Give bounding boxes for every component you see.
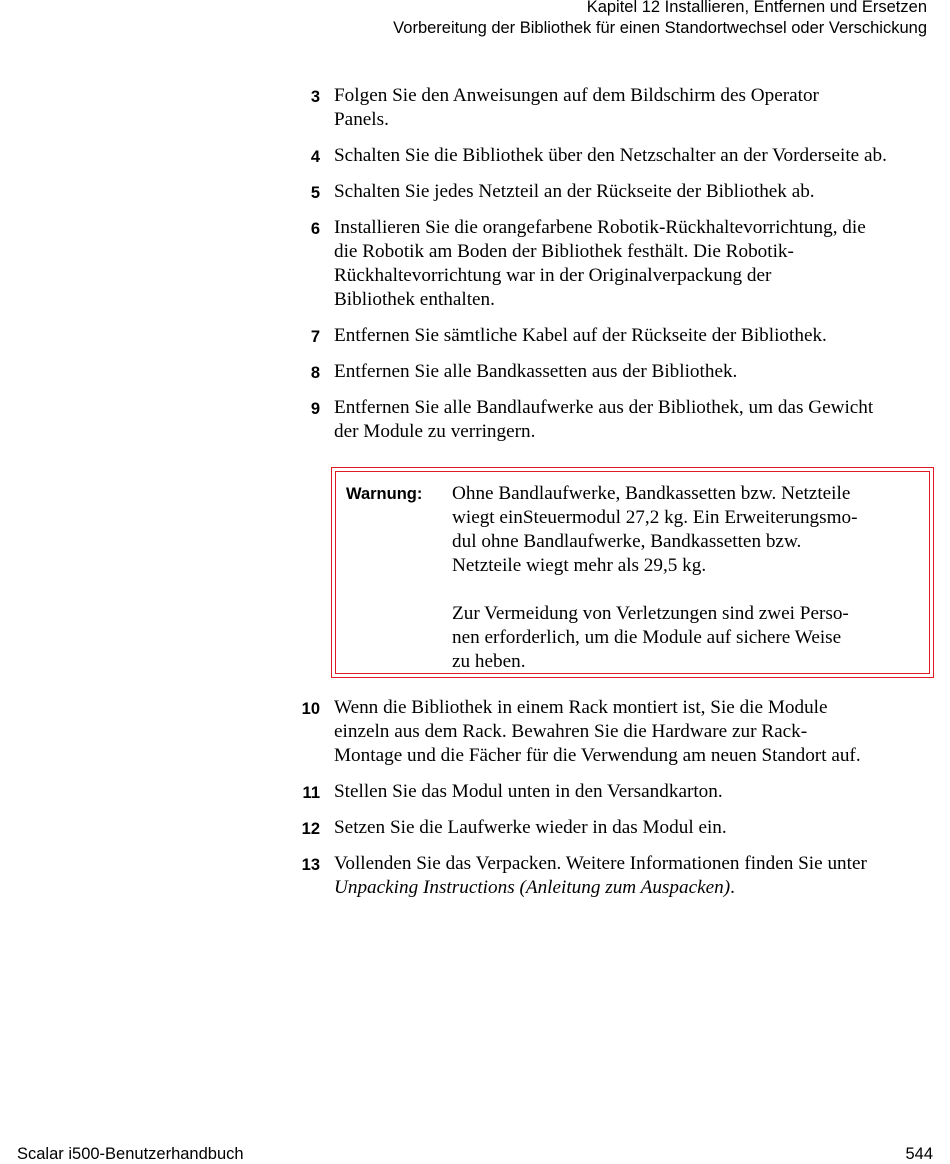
manual-title: Scalar i500-Benutzerhandbuch <box>17 1145 244 1163</box>
list-item <box>298 84 938 132</box>
warning-text-line: Netzteile wiegt mehr als 29,5 kg. <box>452 555 707 576</box>
step-text-line: Montage und die Fächer für die Verwendung am neuen Standort auf. <box>334 745 861 766</box>
list-item <box>298 144 938 168</box>
step-text-line: Stellen Sie das Modul unten in den Versandkarton. <box>334 781 723 802</box>
step-number: 7 <box>310 328 320 346</box>
step-text-line: der Module zu verringern. <box>334 421 536 442</box>
step-number: 8 <box>310 364 320 382</box>
trailing-period: . <box>730 877 735 898</box>
step-text-line: Bibliothek enthalten. <box>334 289 495 310</box>
warning-body <box>452 482 912 674</box>
warning-text-line: Ohne Bandlaufwerke, Bandkassetten bzw. Netzteile <box>452 483 851 504</box>
list-item <box>298 216 938 312</box>
warning-paragraph <box>452 602 912 674</box>
step-text-line: Entfernen Sie alle Bandlaufwerke aus der Bibliothek, um das Gewicht <box>334 397 874 418</box>
steps-list-2 <box>298 696 938 900</box>
step-text-line: Folgen Sie den Anweisungen auf dem Bildschirm des Operator <box>334 85 819 106</box>
step-text-line-2 <box>334 876 938 900</box>
step-text-line: Installieren Sie die orangefarbene Robotik-Rückhaltevorrichtung, die <box>334 217 866 238</box>
warning-text-line: zu heben. <box>452 651 526 672</box>
chapter-title: Kapitel 12 Installieren, Entfernen und Ersetzen <box>586 0 927 16</box>
warning-text-line: wiegt einSteuermodul 27,2 kg. Ein Erweiterungsmo- <box>452 507 858 528</box>
warning-inner-border <box>335 471 930 674</box>
warning-text-line: Zur Vermeidung von Verletzungen sind zwei Perso- <box>452 603 849 624</box>
step-number: 10 <box>301 700 320 718</box>
step-number: 5 <box>310 184 320 202</box>
warning-paragraph <box>452 482 912 578</box>
step-number: 12 <box>301 820 320 838</box>
step-number: 13 <box>301 856 320 874</box>
section-title: Vorbereitung der Bibliothek für einen Standortwechsel oder Verschickung <box>393 19 927 37</box>
step-text-line: Entfernen Sie sämtliche Kabel auf der Rückseite der Bibliothek. <box>334 325 827 346</box>
steps-list-1 <box>298 84 938 444</box>
step-text-line: Schalten Sie jedes Netzteil an der Rückseite der Bibliothek ab. <box>334 181 815 202</box>
page-number: 544 <box>905 1145 933 1163</box>
step-text-line: Schalten Sie die Bibliothek über den Netzschalter an der Vorderseite ab. <box>334 145 887 166</box>
page-header <box>393 0 927 39</box>
step-text-line: die Robotik am Boden der Bibliothek festhält. Die Robotik- <box>334 241 794 262</box>
list-item <box>298 396 938 444</box>
list-item <box>298 780 938 804</box>
warning-label: Warnung: <box>346 485 423 503</box>
warning-text-line: nen erforderlich, um die Module auf sichere Weise <box>452 627 842 648</box>
step-number: 3 <box>310 88 320 106</box>
list-item <box>298 324 938 348</box>
step-number: 9 <box>310 400 320 418</box>
step-number: 11 <box>302 784 320 802</box>
step-text-line: Vollenden Sie das Verpacken. Weitere Informationen finden Sie unter <box>334 853 867 874</box>
warning-box <box>331 467 934 678</box>
step-text-line: Entfernen Sie alle Bandkassetten aus der Bibliothek. <box>334 361 738 382</box>
list-item <box>298 852 938 900</box>
list-item <box>298 816 938 840</box>
step-text-line: Setzen Sie die Laufwerke wieder in das Modul ein. <box>334 817 727 838</box>
list-item <box>298 696 938 768</box>
cross-reference-link[interactable]: Unpacking Instructions (Anleitung zum Auspacken) <box>334 877 731 898</box>
step-number: 6 <box>310 220 320 238</box>
step-text-line: Panels. <box>334 109 389 130</box>
list-item <box>298 360 938 384</box>
step-text-line: Wenn die Bibliothek in einem Rack montiert ist, Sie die Module <box>334 697 828 718</box>
warning-text-line: dul ohne Bandlaufwerke, Bandkassetten bzw. <box>452 531 802 552</box>
step-text-line: einzeln aus dem Rack. Bewahren Sie die Hardware zur Rack- <box>334 721 808 742</box>
step-text-line: Rückhaltevorrichtung war in der Originalverpackung der <box>334 265 772 286</box>
step-number: 4 <box>310 148 320 166</box>
list-item <box>298 180 938 204</box>
